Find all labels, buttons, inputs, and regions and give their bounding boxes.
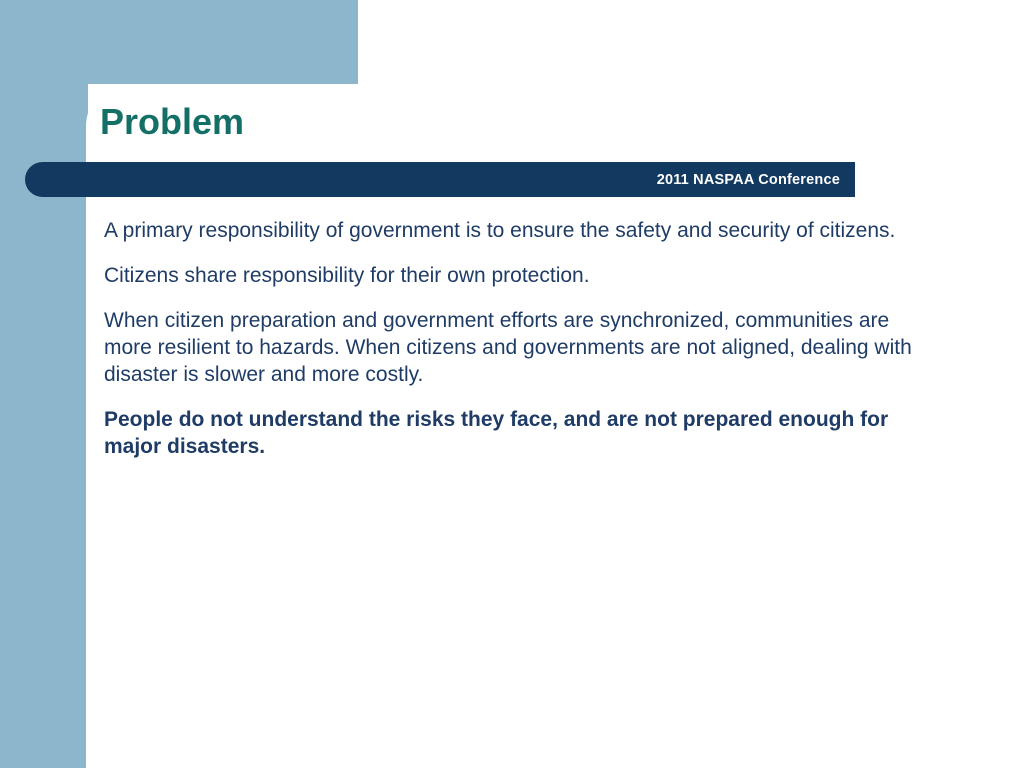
paragraph-4-emphasis: People do not understand the risks they face, and are not prepared enough for major disasters. <box>104 408 889 458</box>
slide-title: Problem <box>100 101 245 142</box>
title-bar <box>25 162 855 197</box>
paragraph-3: When citizen preparation and government efforts are synchronized, communities are more resilient to hazards. When citizens and governments are not aligned, dealing with disaster is slower and more costly. <box>104 309 912 386</box>
body-text <box>104 217 942 478</box>
paragraph-1: A primary responsibility of government is to ensure the safety and security of citizens. <box>104 219 896 242</box>
paragraph-2: Citizens share responsibility for their own protection. <box>104 264 590 287</box>
top-accent-block <box>0 0 358 84</box>
conference-badge: 2011 NASPAA Conference <box>656 171 840 188</box>
left-accent-panel <box>0 0 88 768</box>
